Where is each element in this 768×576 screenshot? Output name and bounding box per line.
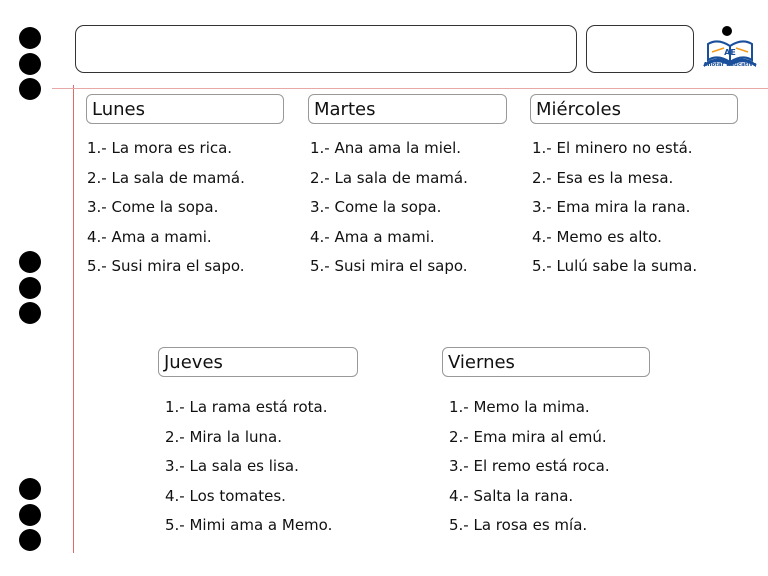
- binder-hole: [19, 478, 41, 500]
- header-rule: [52, 88, 768, 89]
- list-item: 5.- Lulú sabe la suma.: [532, 257, 698, 275]
- list-item: 1.- El minero no está.: [532, 139, 693, 157]
- list-item: 2.- La sala de mamá.: [310, 168, 468, 187]
- binder-hole: [19, 529, 41, 551]
- sentence-list-martes: [310, 138, 468, 286]
- sentence-list-lunes: [87, 138, 245, 286]
- list-item: 5.- Susi mira el sapo.: [310, 257, 468, 275]
- list-item: 1.- Ana ama la miel.: [310, 139, 462, 157]
- binder-hole: [19, 251, 41, 273]
- list-item: 4.- Salta la rana.: [449, 486, 574, 505]
- logo-brand: AE: [724, 48, 736, 57]
- list-item: 4.- Ama a mami.: [310, 227, 435, 246]
- binder-hole: [19, 78, 41, 100]
- list-item: 2.- La sala de mamá.: [87, 168, 245, 187]
- binder-hole: [19, 27, 41, 49]
- list-item: 2.- Esa es la mesa.: [532, 168, 674, 187]
- list-item: 1.- Memo la mima.: [449, 398, 590, 416]
- list-item: 5.- Mimi ama a Memo.: [165, 516, 333, 534]
- list-item: 3.- La sala es lisa.: [165, 457, 299, 475]
- binder-hole: [19, 53, 41, 75]
- binder-hole: [19, 504, 41, 526]
- day-header-viernes: Viernes: [442, 347, 650, 377]
- list-item: 1.- La mora es rica.: [87, 139, 233, 157]
- day-header-lunes: Lunes: [86, 94, 284, 124]
- list-item: 3.- Ema mira la rana.: [532, 198, 691, 216]
- list-item: 1.- La rama está rota.: [165, 398, 328, 416]
- margin-line: [73, 85, 74, 553]
- day-header-miercoles: Miércoles: [530, 94, 738, 124]
- sentence-list-jueves: [165, 397, 332, 545]
- date-field[interactable]: [586, 25, 694, 73]
- list-item: 3.- Come la sopa.: [87, 198, 219, 216]
- logo-caption: Anotar Educativo: [703, 62, 757, 68]
- list-item: 5.- La rosa es mía.: [449, 516, 588, 534]
- sentence-list-miercoles: [532, 138, 697, 286]
- binder-hole: [19, 277, 41, 299]
- sentence-list-viernes: [449, 397, 610, 545]
- list-item: 2.- Mira la luna.: [165, 427, 282, 446]
- day-header-jueves: Jueves: [158, 347, 358, 377]
- binder-hole: [19, 302, 41, 324]
- list-item: 2.- Ema mira al emú.: [449, 427, 607, 446]
- list-item: 3.- Come la sopa.: [310, 198, 442, 216]
- name-field[interactable]: [75, 25, 577, 73]
- list-item: 5.- Susi mira el sapo.: [87, 257, 245, 275]
- list-item: 4.- Memo es alto.: [532, 227, 662, 246]
- list-item: 4.- Ama a mami.: [87, 227, 212, 246]
- day-header-martes: Martes: [308, 94, 507, 124]
- list-item: 4.- Los tomates.: [165, 486, 286, 505]
- list-item: 3.- El remo está roca.: [449, 457, 610, 475]
